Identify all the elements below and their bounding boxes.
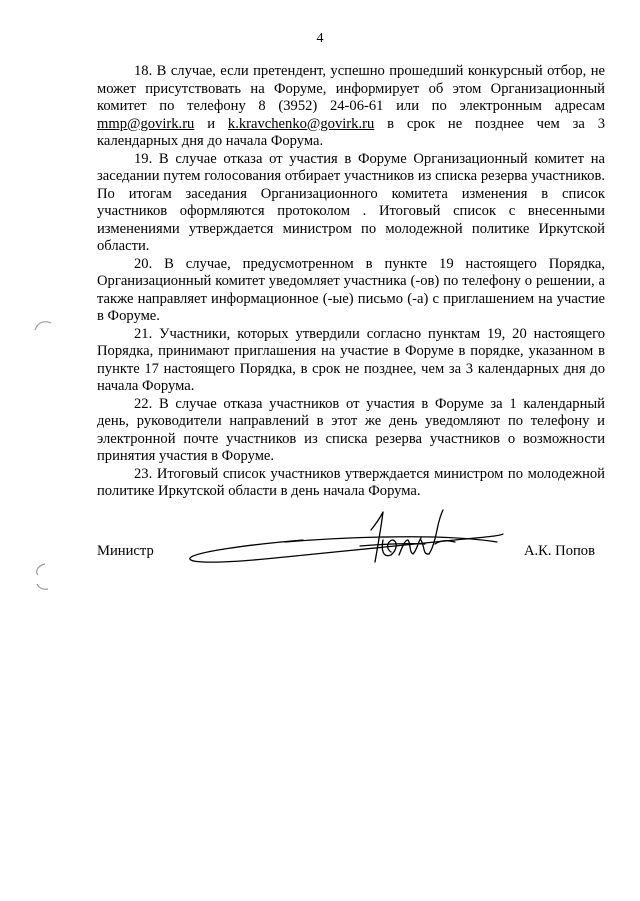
margin-bracket-icon	[31, 562, 51, 592]
signatory-title: Министр	[97, 543, 154, 559]
signatory-name: А.К. Попов	[523, 543, 595, 559]
paragraph-18-text-start: 18. В случае, если претендент, успешно прошедший конкурсный отбор, не может присутствовать на Форуме, информирует об этом Организационный комитет по телефону 8 (3952) 24-06-61 или по электронным адресам	[97, 63, 605, 114]
paragraph-20: 20. В случае, предусмотренном в пункте 19 настоящего Порядка, Организационный комитет уведомляет участника (-ов) по телефону о решении, а также направляет информационное (-ые) письмо (-а) с приглашением на участие в Форуме.	[97, 255, 605, 324]
paragraph-18-conjunction: и	[194, 115, 228, 132]
paragraph-21: 21. Участники, которых утвердили согласно пунктам 19, 20 настоящего Порядка, принимают приглашения на участие в Форуме в порядке, указанном в пункте 17 настоящего Порядка, в срок не позднее, чем за 3 календарных дня до начала Форума.	[97, 325, 605, 394]
paragraph-18	[97, 63, 605, 151]
paragraph-23: 23. Итоговый список участников утверждается министром по молодежной политике Иркутской области в день начала Форума.	[97, 465, 605, 499]
email-link-kravchenko[interactable]: k.kravchenko@govirk.ru	[227, 115, 375, 132]
hole-punch-mark-icon	[33, 318, 53, 332]
page-number: 4	[316, 31, 324, 46]
paragraph-19: 19. В случае отказа от участия в Форуме Организационный комитет на заседании путем голосования отбирает участников из списка резерва участников. По итогам заседания Организационного комитета изменения в список участников оформляются протоколом . Итоговый список с внесенными изменениями утверждается министром по молодежной политике Иркутской области.	[97, 150, 605, 254]
email-link-mmp[interactable]: mmp@govirk.ru	[97, 115, 195, 132]
handwritten-signature-icon	[185, 500, 505, 580]
paragraph-18-text-end: в срок не позднее чем за 3 календарных дня до начала Форума.	[97, 115, 605, 149]
document-body	[97, 63, 605, 501]
paragraph-22: 22. В случае отказа участников от участия в Форуме за 1 календарный день, руководители направлений в этот же день уведомляют по телефону и электронной почте участников из списка резерва участников о возможности принятия участия в Форуме.	[97, 395, 605, 464]
